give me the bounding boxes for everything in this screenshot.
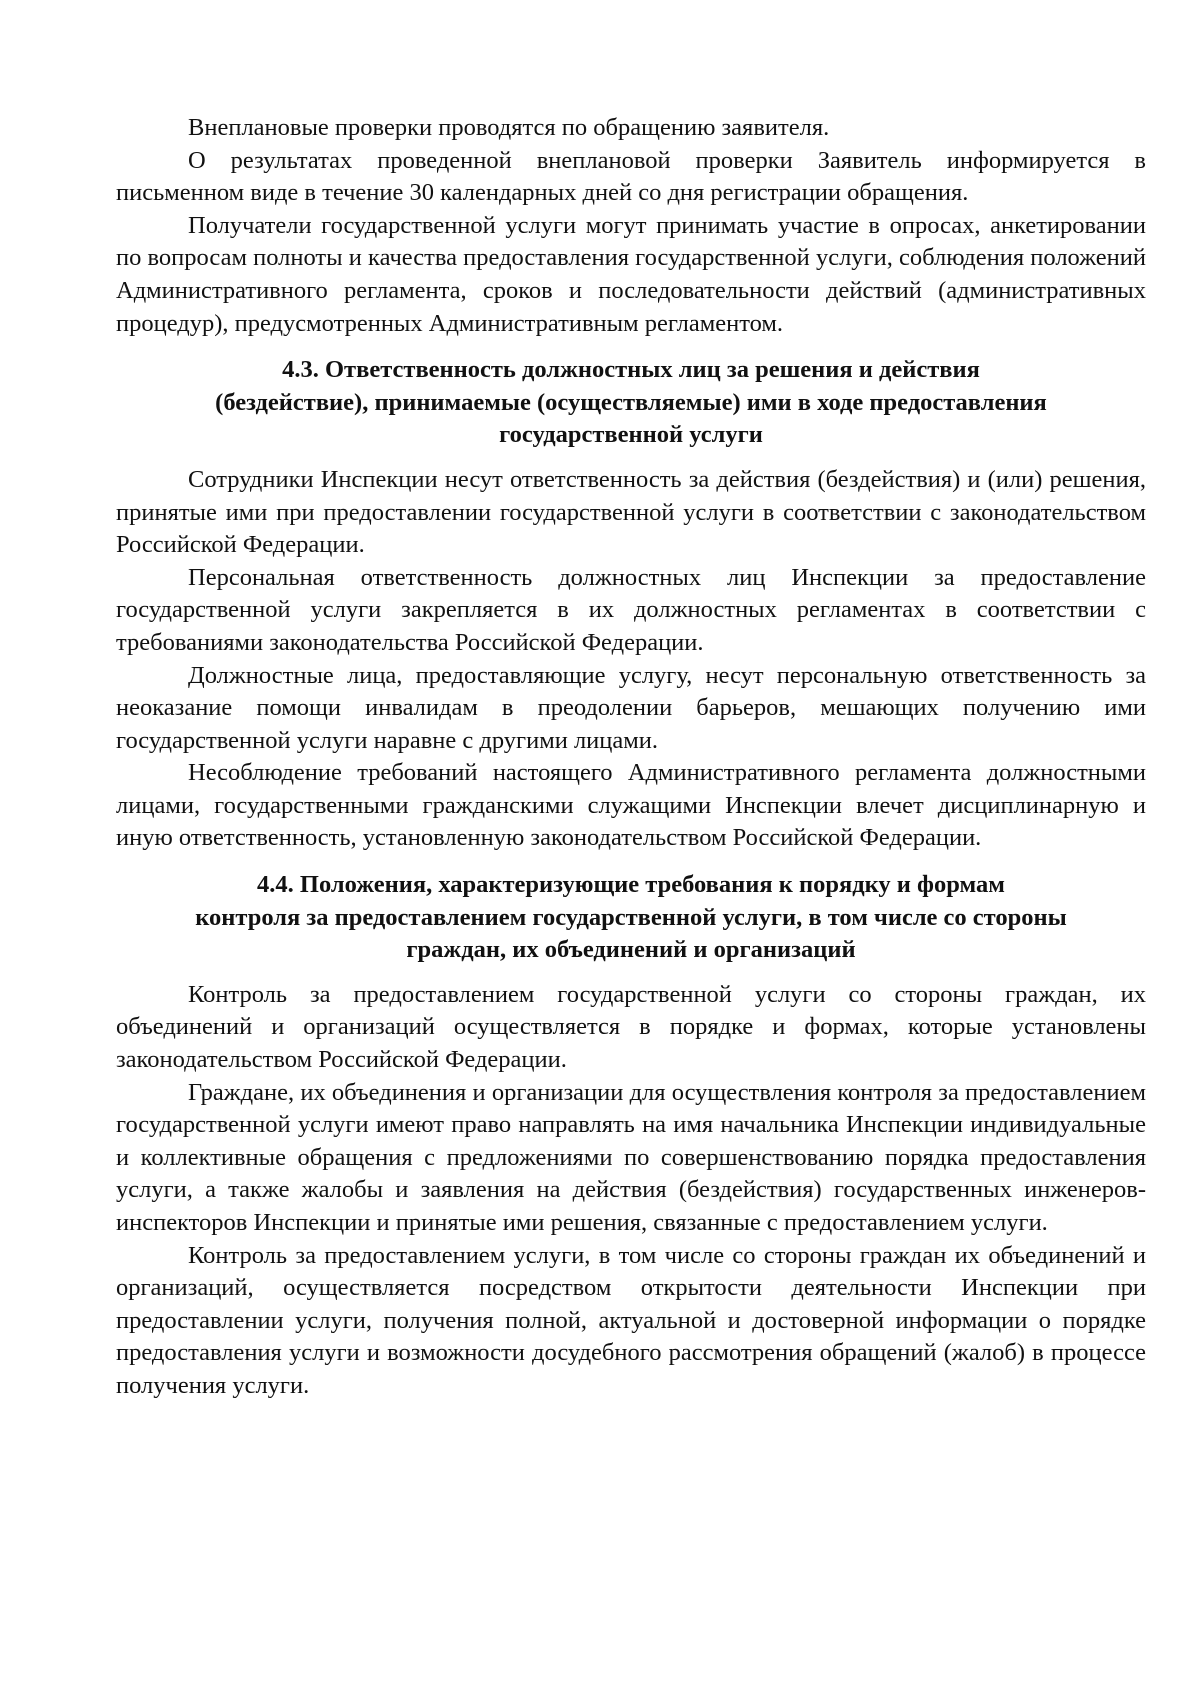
paragraph-control-openness: Контроль за предоставлением услуги, в том числе со стороны граждан их объединений и организаций, осуществляется посредством открытости деятельности Инспекции при предоставлении услуги, получения полной, актуальной и достоверной информации о порядке предоставления услуги и возможности досудебного рассмотрения обращений (жалоб) в процессе получения услуги. bbox=[116, 1241, 1146, 1399]
heading-line: контроля за предоставлением государственной услуги, в том числе со стороны bbox=[195, 903, 1067, 931]
section-heading-4-3 bbox=[116, 354, 1146, 452]
section-heading-4-4 bbox=[116, 869, 1146, 967]
paragraph-unscheduled-inspections: Внеплановые проверки проводятся по обращению заявителя. bbox=[188, 114, 830, 141]
paragraph-staff-responsibility: Сотрудники Инспекции несут ответственность за действия (бездействия) и (или) решения, принятые ими при предоставлении государственной услуги в соответствии с законодательством Российской Федерации. bbox=[116, 465, 1146, 559]
paragraph-inspection-results: О результатах проведенной внеплановой проверки Заявитель информируется в письменном виде в течение 30 календарных дней со дня регистрации обращения. bbox=[116, 146, 1146, 207]
document-page bbox=[116, 112, 1146, 1403]
heading-line: 4.4. Положения, характеризующие требования к порядку и формам bbox=[257, 871, 1005, 899]
paragraph-citizen-appeals: Граждане, их объединения и организации для осуществления контроля за предоставлением государственной услуги имеют право направлять на имя начальника Инспекции индивидуальные и коллективные обращения с предложениями по совершенствованию порядка предоставления услуги, а также жалобы и заявления на действия (бездействия) государственных инженеров-инспекторов Инспекции и принятые ими решения, связанные с предоставлением услуги. bbox=[116, 1078, 1146, 1236]
paragraph-disability-assistance: Должностные лица, предоставляющие услугу, несут персональную ответственность за неоказание помощи инвалидам в преодолении барьеров, мешающих получению ими государственной услуги наравне с другими лицами. bbox=[116, 661, 1146, 754]
paragraph-recipients-surveys: Получатели государственной услуги могут принимать участие в опросах, анкетировании по вопросам полноты и качества предоставления государственной услуги, соблюдения положений Административного регламента, сроков и последовательности действий (административных процедур), предусмотренных Административным регламентом. bbox=[116, 211, 1146, 337]
heading-line: граждан, их объединений и организаций bbox=[406, 936, 856, 964]
heading-line: (бездействие), принимаемые (осуществляемые) ими в ходе предоставления bbox=[215, 388, 1047, 416]
paragraph-personal-responsibility: Персональная ответственность должностных лиц Инспекции за предоставление государственной услуги закрепляется в их должностных регламентах в соответствии с требованиями законодательства Российской Федерации. bbox=[116, 563, 1146, 656]
paragraph-citizen-control: Контроль за предоставлением государственной услуги со стороны граждан, их объединений и организаций осуществляется в порядке и формах, которые установлены законодательством Российской Федерации. bbox=[116, 980, 1146, 1074]
heading-line: 4.3. Ответственность должностных лиц за решения и действия bbox=[282, 356, 980, 384]
paragraph-non-compliance: Несоблюдение требований настоящего Административного регламента должностными лицами, государственными гражданскими служащими Инспекции влечет дисциплинарную и иную ответственность, установленную законодательством Российской Федерации. bbox=[116, 759, 1146, 852]
heading-line: государственной услуги bbox=[499, 421, 763, 449]
